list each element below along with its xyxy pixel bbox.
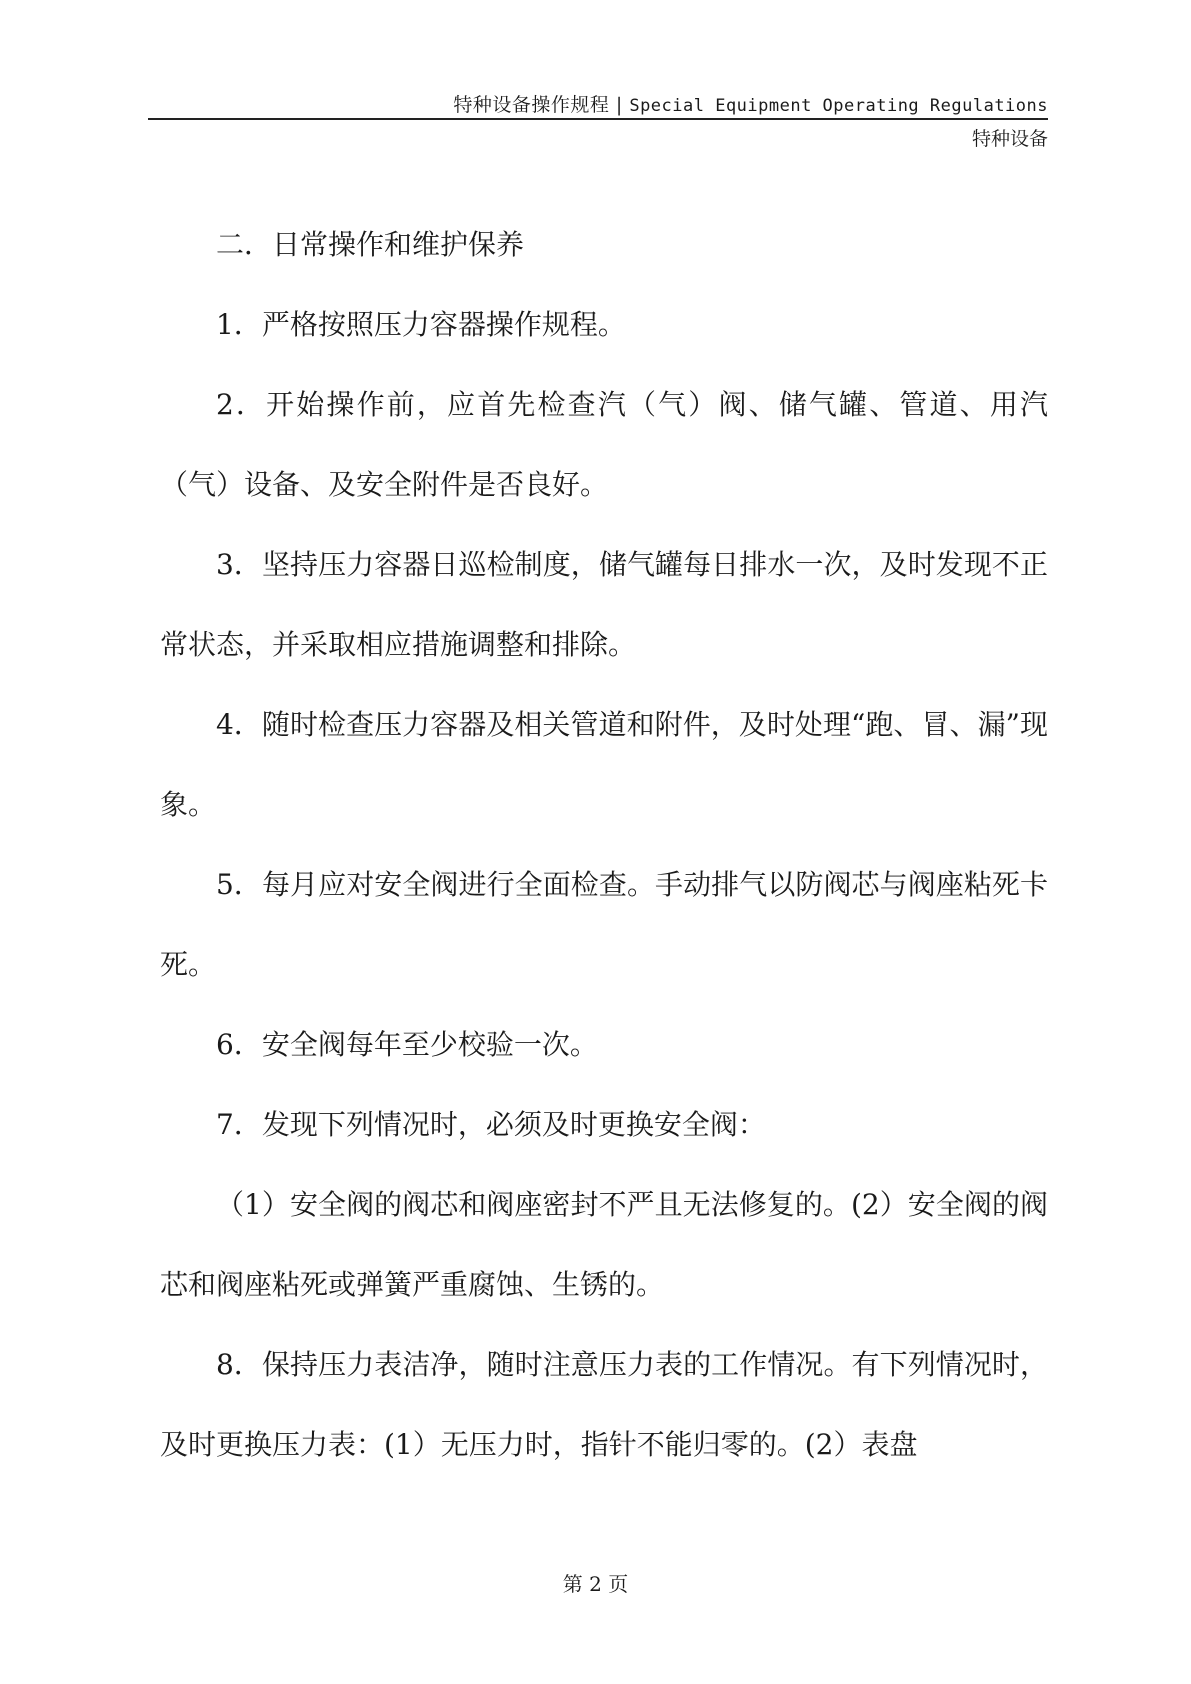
header-separator: |: [615, 94, 623, 116]
header-subtitle: 特种设备: [971, 128, 1048, 150]
section-heading: 二．日常操作和维护保养: [216, 228, 525, 261]
paragraph-item-1: 1．严格按照压力容器操作规程。: [216, 308, 626, 341]
paragraph-item-7: 7．发现下列情况时，必须及时更换安全阀：: [216, 1108, 766, 1141]
header-title-cn: 特种设备操作规程: [453, 94, 610, 116]
document-body: [160, 205, 1048, 1485]
paragraph-item-6: 6．安全阀每年至少校验一次。: [216, 1028, 598, 1061]
paragraph-item-4: 4．随时检查压力容器及相关管道和附件，及时处理“跑、冒、漏”现象。: [160, 708, 1048, 821]
paragraph-item-2: 2．开始操作前，应首先检查汽（气）阀、储气罐、管道、用汽（气）设备、及安全附件是否良好。: [160, 388, 1048, 501]
header-title-en: Special Equipment Operating Regulations: [629, 96, 1048, 116]
paragraph-subitems-7: （1）安全阀的阀芯和阀座密封不严且无法修复的。(2）安全阀的阀芯和阀座粘死或弹簧严重腐蚀、生锈的。: [160, 1188, 1048, 1301]
paragraph-item-8: 8．保持压力表洁净，随时注意压力表的工作情况。有下列情况时，及时更换压力表：(1）无压力时，指针不能归零的。(2）表盘: [160, 1348, 1048, 1461]
paragraph-item-3: 3．坚持压力容器日巡检制度，储气罐每日排水一次，及时发现不正常状态，并采取相应措施调整和排除。: [160, 548, 1048, 661]
page-number: 第 2 页: [562, 1572, 629, 1596]
page-header: [148, 84, 1048, 120]
paragraph-item-5: 5．每月应对安全阀进行全面检查。手动排气以防阀芯与阀座粘死卡死。: [160, 868, 1048, 981]
header-title: [453, 90, 1048, 117]
